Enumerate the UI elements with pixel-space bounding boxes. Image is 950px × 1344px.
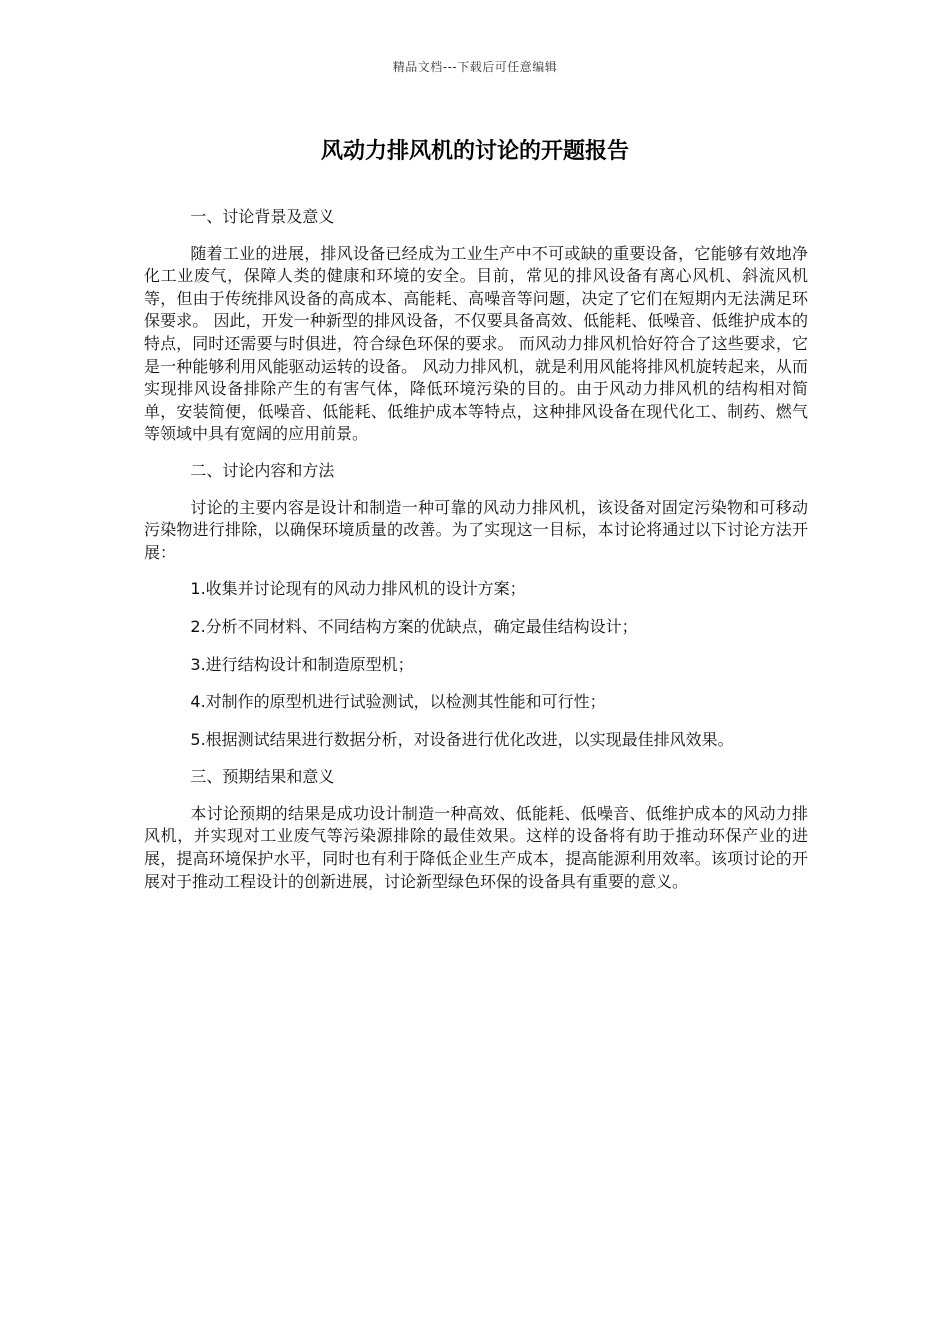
- method-list-item: 3.进行结构设计和制造原型机；: [190, 654, 414, 674]
- header-note: 精品文档---下载后可任意编辑: [392, 60, 558, 74]
- document-title: 风动力排风机的讨论的开题报告: [320, 139, 629, 164]
- section-heading-background: 一、讨论背景及意义: [190, 207, 335, 226]
- section-heading-expected-results: 三、预期结果和意义: [190, 767, 335, 787]
- section-paragraph-content-method: 讨论的主要内容是设计和制造一种可靠的风动力排风机，该设备对固定污染物和可移动污染物进行排除，以确保环境质量的改善。为了实现这一目标，本讨论将通过以下讨论方法开展：: [144, 497, 808, 562]
- method-list-item: 2.分析不同材料、不同结构方案的优缺点，确定最佳结构设计；: [190, 616, 638, 636]
- method-list-item: 4.对制作的原型机进行试验测试，以检测其性能和可行性；: [190, 692, 606, 712]
- section-heading-content-method: 二、讨论内容和方法: [190, 460, 335, 480]
- section-paragraph-background: 随着工业的进展，排风设备已经成为工业生产中不可或缺的重要设备，它能够有效地净化工业废气，保障人类的健康和环境的安全。目前，常见的排风设备有离心风机、斜流风机等，但由于传统排风设备的高成本、高能耗、高噪音等问题，决定了它们在短期内无法满足环保要求。 因此，开发一种新型的排风设备，不仅要具备高效、低能耗、低噪音、低维护成本的特点，同时还需要与时俱进，符合绿色环保的要求。 而风动力排风机恰好符合了这些要求，它是一种能够利用风能驱动运转的设备。 风动力排风机，就是利用风能将排风机旋转起来，从而实现排风设备排除产生的有害气体，降低环境污染的目的。由于风动力排风机的结构相对简单，安装简便，低噪音、低能耗、低维护成本等特点，这种排风设备在现代化工、制药、燃气等领域中具有宽阔的应用前景。: [144, 243, 808, 444]
- section-paragraph-expected-results: 本讨论预期的结果是成功设计制造一种高效、低能耗、低噪音、低维护成本的风动力排风机，并实现对工业废气等污染源排除的最佳效果。这样的设备将有助于推动环保产业的进展，提高环境保护水平，同时也有利于降低企业生产成本，提高能源利用效率。该项讨论的开展对于推动工程设计的创新进展，讨论新型绿色环保的设备具有重要的意义。: [144, 803, 808, 891]
- document-body: [144, 206, 808, 907]
- method-list-item: 1.收集并讨论现有的风动力排风机的设计方案；: [190, 579, 526, 599]
- method-list-item: 5.根据测试结果进行数据分析，对设备进行优化改进，以实现最佳排风效果。: [190, 729, 734, 749]
